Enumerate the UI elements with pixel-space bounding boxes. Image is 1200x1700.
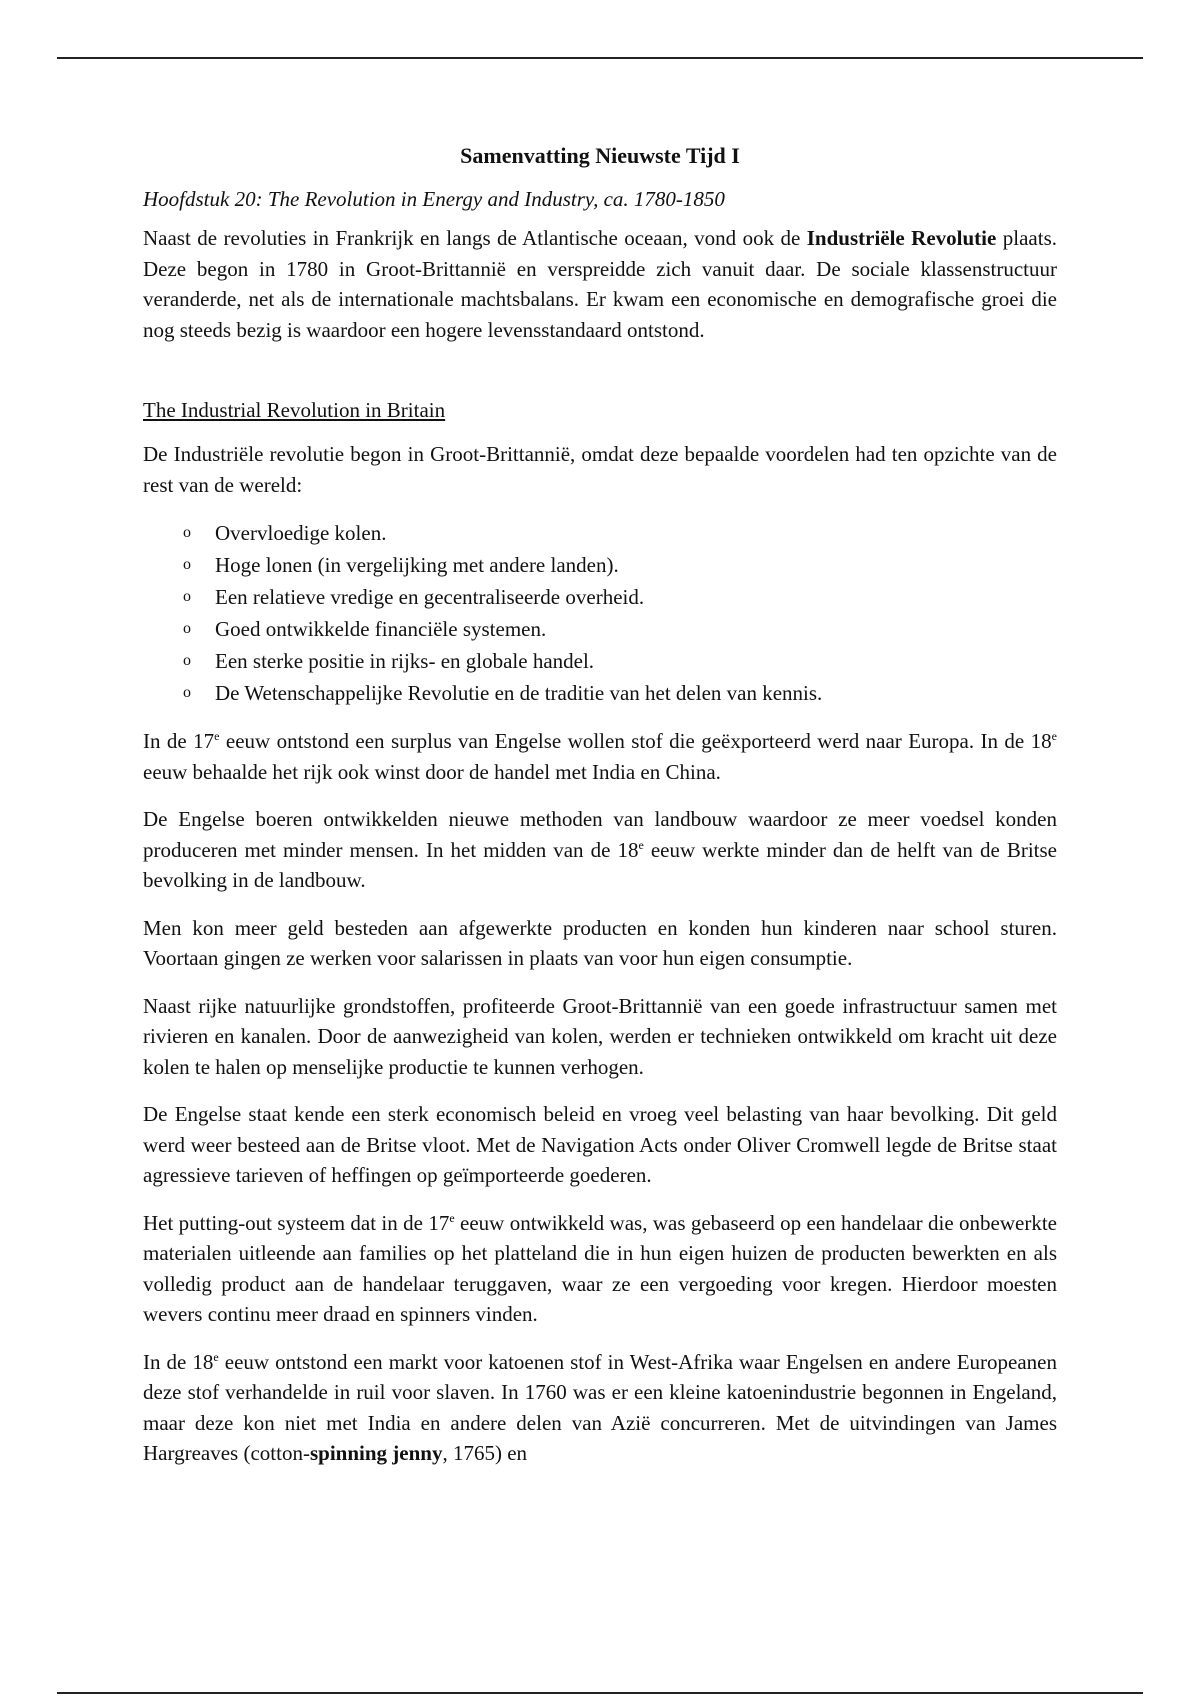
paragraph-state-policy: De Engelse staat kende een sterk economisch beleid en vroeg veel belasting van haar bevolking. Dit geld werd weer besteed aan de Britse vloot. Met de Navigation Acts onder Oliver Cromwell legde de Britse staat agressieve tarieven of heffingen op geïmporteerde goederen. bbox=[143, 1102, 1057, 1187]
list-item-text: De Wetenschappelijke Revolutie en de traditie van het delen van kennis. bbox=[215, 681, 823, 705]
list-item-text: Overvloedige kolen. bbox=[215, 521, 387, 545]
list-item bbox=[183, 517, 1057, 549]
paragraph-wool-trade bbox=[143, 726, 1057, 787]
advantages-list bbox=[143, 517, 1057, 709]
ordinal-suffix: e bbox=[638, 837, 644, 852]
bullet-circle-icon: o bbox=[183, 556, 191, 573]
text-segment: In de 18 bbox=[143, 1349, 214, 1374]
ordinal-suffix: e bbox=[449, 1210, 455, 1225]
paragraph-advantages-intro: De Industriële revolutie begon in Groot-Brittannië, omdat deze bepaalde voordelen had ten opzichte van de rest van de wereld: bbox=[143, 442, 1057, 497]
text-segment: In de 17 bbox=[143, 729, 215, 753]
intro-text-a: Naast de revoluties in Frankrijk en langs de Atlantische oceaan, vond ook de bbox=[143, 226, 807, 250]
list-item bbox=[183, 549, 1057, 581]
text-segment: eeuw ontstond een surplus van Engelse wollen stof die geëxporteerd werd naar Europa. In de 18 bbox=[219, 729, 1052, 753]
bullet-circle-icon: o bbox=[183, 652, 191, 669]
chapter-subtitle: Hoofdstuk 20: The Revolution in Energy and Industry, ca. 1780-1850 bbox=[143, 187, 725, 211]
ordinal-suffix: e bbox=[1051, 729, 1057, 743]
bullet-circle-icon: o bbox=[183, 588, 191, 605]
paragraph-agriculture bbox=[143, 804, 1057, 896]
paragraph-infrastructure: Naast rijke natuurlijke grondstoffen, profiteerde Groot-Brittannië van een goede infrastructuur samen met rivieren en kanalen. Door de aanwezigheid van kolen, werden er technieken ontwikkeld om kracht uit deze kolen te halen op menselijke productie te kunnen verhogen. bbox=[143, 993, 1057, 1079]
bullet-circle-icon: o bbox=[183, 524, 191, 541]
bottom-rule bbox=[57, 1692, 1143, 1694]
list-item-text: Goed ontwikkelde financiële systemen. bbox=[215, 617, 547, 641]
text-segment: Het putting-out systeem dat in de 17 bbox=[143, 1210, 450, 1235]
list-item-text: Een relatieve vredige en gecentraliseerde overheid. bbox=[215, 585, 645, 609]
bold-term: spinning jenny bbox=[309, 1441, 443, 1465]
list-item-text: Hoge lonen (in vergelijking met andere landen). bbox=[215, 553, 619, 577]
paragraph-consumption: Men kon meer geld besteden aan afgewerkte producten en konden hun kinderen naar school sturen. Voortaan gingen ze werken voor salarissen in plaats van voor hun eigen consumptie. bbox=[143, 915, 1057, 970]
document-page bbox=[143, 140, 1057, 1486]
list-item bbox=[183, 581, 1057, 613]
ordinal-suffix: e bbox=[213, 1349, 219, 1364]
list-item bbox=[183, 613, 1057, 645]
text-segment: eeuw ontwikkeld was, was gebaseerd op een handelaar die onbewerkte materialen uitleende aan families op het platteland die in hun eigen huizen de producten bewerkten en als volledig product aan de handelaar teruggaven, waar ze een vergoeding voor kregen. Hierdoor moesten wevers continu meer draad en spinners vinden. bbox=[143, 1210, 1057, 1326]
document-title: Samenvatting Nieuwste Tijd I bbox=[460, 143, 740, 168]
list-item bbox=[183, 645, 1057, 677]
bullet-circle-icon: o bbox=[183, 684, 191, 701]
intro-paragraph bbox=[143, 223, 1057, 345]
intro-bold-term: Industriële Revolutie bbox=[806, 226, 997, 250]
text-segment: De Engelse boeren ontwikkelden nieuwe methoden van landbouw waardoor ze meer voedsel konden produceren met minder mensen. In het midden van de 18 bbox=[143, 807, 1057, 862]
intro-text-b: plaats. Deze begon in 1780 in Groot-Brittannië en verspreidde zich vanuit daar. De sociale klassenstructuur veranderde, net als de internationale machtsbalans. Er kwam een economische en demografische groei die nog steeds bezig is waardoor een hogere levensstandaard ontstond. bbox=[143, 226, 1058, 342]
text-segment: eeuw behaalde het rijk ook winst door de handel met India en China. bbox=[143, 759, 721, 784]
section-heading: The Industrial Revolution in Britain bbox=[143, 398, 446, 422]
ordinal-suffix: e bbox=[214, 729, 220, 743]
text-segment: , 1765) en bbox=[442, 1441, 528, 1465]
paragraph-putting-out bbox=[143, 1208, 1057, 1330]
top-rule bbox=[57, 57, 1143, 59]
paragraph-cotton bbox=[143, 1347, 1057, 1469]
list-item-text: Een sterke positie in rijks- en globale handel. bbox=[215, 649, 595, 673]
text-segment: eeuw ontstond een markt voor katoenen stof in West-Afrika waar Engelsen en andere Europeanen deze stof verhandelde in ruil voor slaven. In 1760 was er een kleine katoenindustrie begonnen in Engeland, maar deze kon niet met India en andere delen van Azië concurreren. Met de uitvindingen van James Hargreaves (cotton- bbox=[143, 1349, 1057, 1465]
text-segment: eeuw werkte minder dan de helft van de Britse bevolking in de landbouw. bbox=[143, 837, 1057, 892]
list-item bbox=[183, 677, 1057, 709]
bullet-circle-icon: o bbox=[183, 620, 191, 637]
